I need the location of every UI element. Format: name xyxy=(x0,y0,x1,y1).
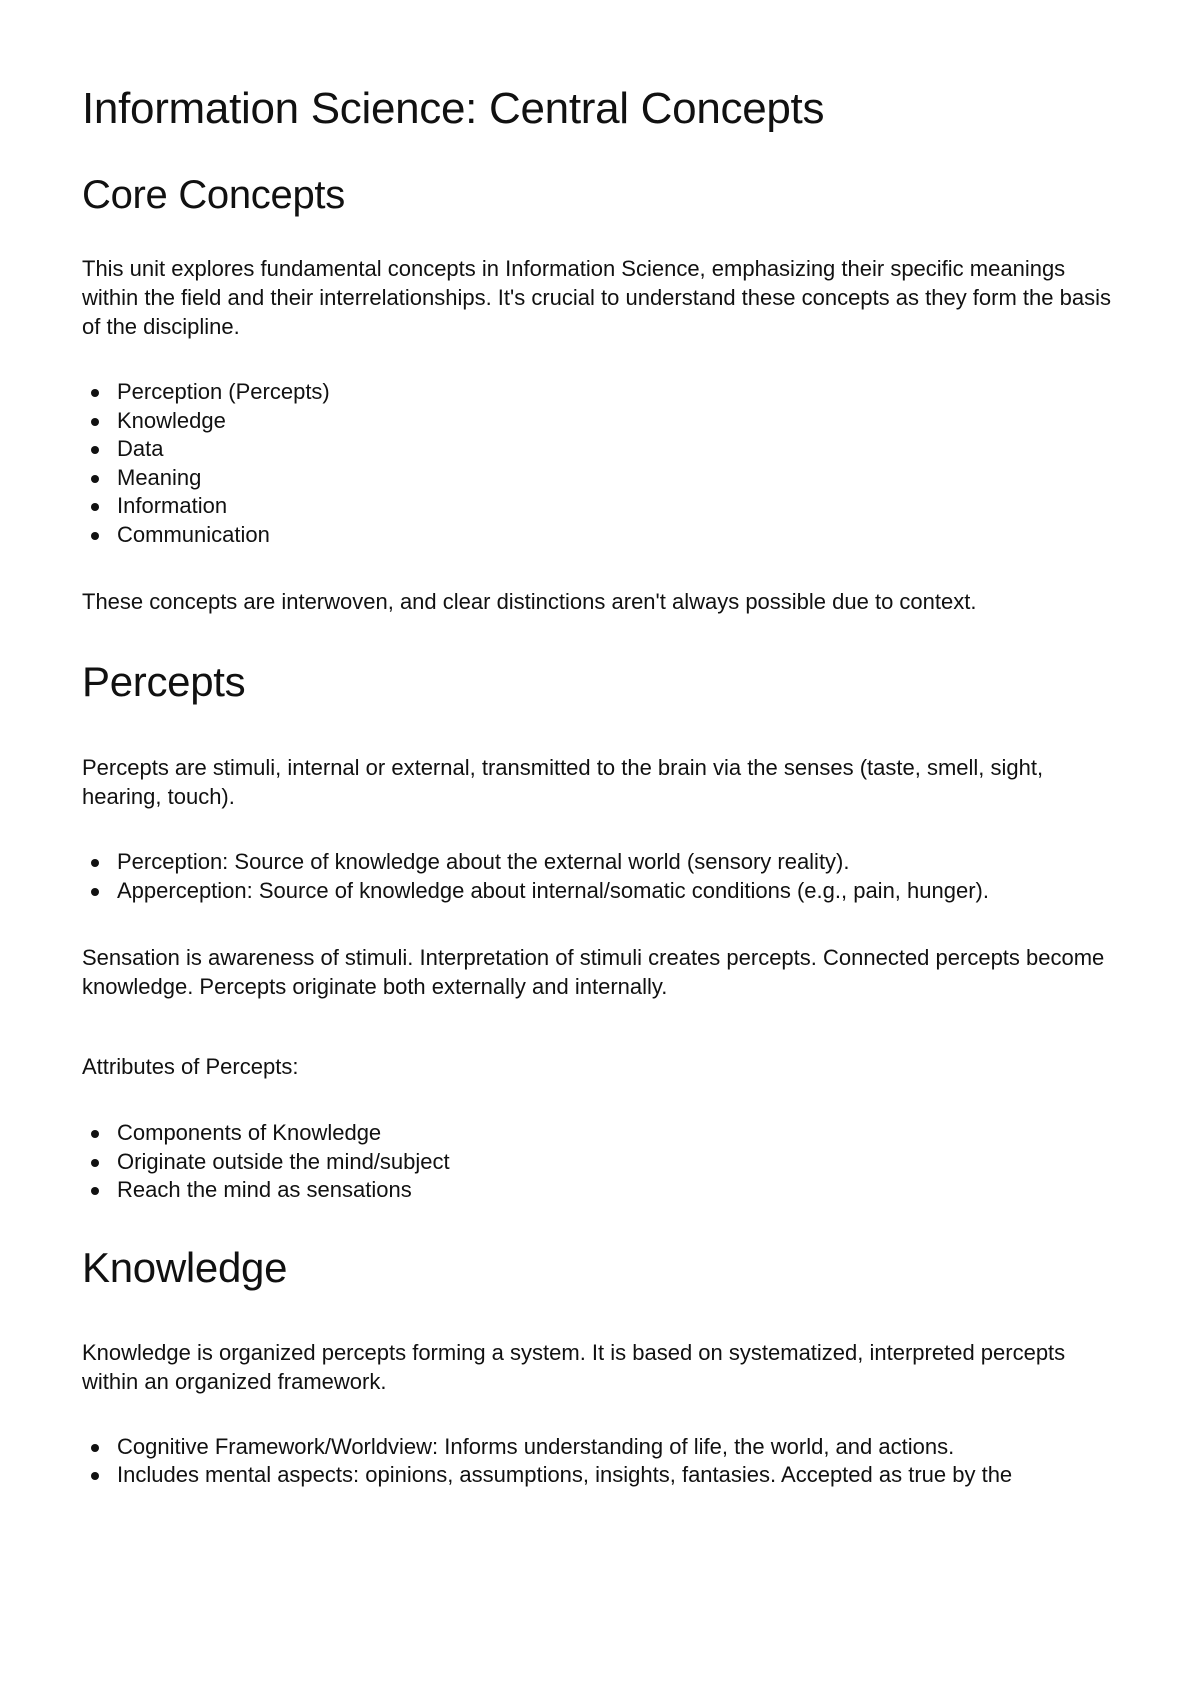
list-item: Apperception: Source of knowledge about internal/somatic conditions (e.g., pain, hunger). xyxy=(117,877,1118,906)
percepts-intro: Percepts are stimuli, internal or external, transmitted to the brain via the senses (taste, smell, sight, hearing, touch). xyxy=(82,755,1044,809)
list-item: Data xyxy=(117,435,1118,464)
sensation-paragraph: Sensation is awareness of stimuli. Interpretation of stimuli creates percepts. Connected percepts become knowledge. Percepts originate both externally and internally. xyxy=(82,945,1105,999)
list-item: Reach the mind as sensations xyxy=(117,1176,1118,1205)
list-item: Components of Knowledge xyxy=(117,1119,1118,1148)
percepts-list xyxy=(82,848,1118,905)
attributes-list xyxy=(82,1119,1118,1205)
list-item: Meaning xyxy=(117,464,1118,493)
attributes-label: Attributes of Percepts: xyxy=(82,1054,299,1079)
knowledge-intro: Knowledge is organized percepts forming a system. It is based on systematized, interpreted percepts within an organized framework. xyxy=(82,1339,1066,1394)
core-concepts-heading: Core Concepts xyxy=(82,173,345,217)
core-concepts-intro: This unit explores fundamental concepts in Information Science, emphasizing their specific meanings within the field and their interrelationships. It's crucial to understand these concepts as they form the basis of the discipline. xyxy=(82,256,1111,339)
list-item: Perception (Percepts) xyxy=(117,378,1118,407)
list-item: Communication xyxy=(117,521,1118,550)
list-item: Knowledge xyxy=(117,407,1118,436)
percepts-heading: Percepts xyxy=(82,658,246,705)
list-item: Originate outside the mind/subject xyxy=(117,1148,1118,1177)
list-item: Perception: Source of knowledge about the external world (sensory reality). xyxy=(117,848,1118,877)
page-title: Information Science: Central Concepts xyxy=(82,84,825,133)
list-item: Cognitive Framework/Worldview: Informs understanding of life, the world, and actions. xyxy=(117,1433,1118,1462)
list-item: Includes mental aspects: opinions, assumptions, insights, fantasies. Accepted as true by the xyxy=(117,1461,1118,1490)
core-concepts-closing: These concepts are interwoven, and clear distinctions aren't always possible due to context. xyxy=(82,589,977,614)
knowledge-list xyxy=(82,1433,1118,1490)
knowledge-heading: Knowledge xyxy=(82,1243,288,1291)
list-item: Information xyxy=(117,492,1118,521)
core-concepts-list xyxy=(82,378,1118,549)
